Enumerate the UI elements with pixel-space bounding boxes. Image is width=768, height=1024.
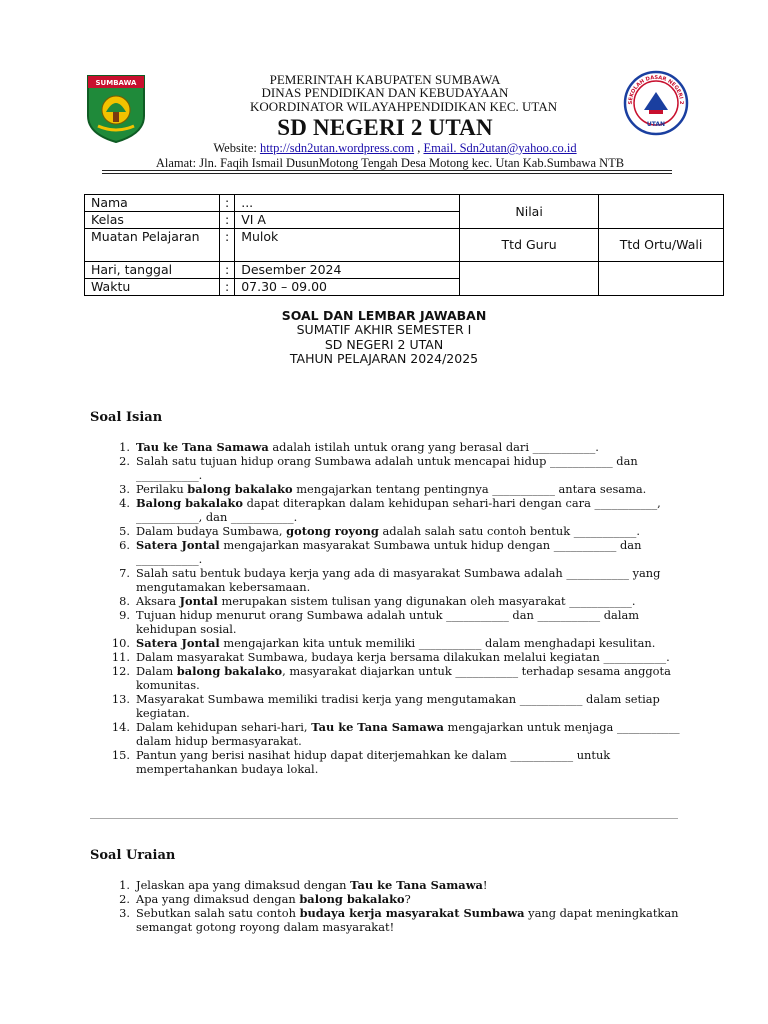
contact-separator: ,: [414, 141, 424, 155]
question-text: , masyarakat diajarkan untuk ___________ terhadap sesama anggota komunitas.: [136, 664, 671, 692]
question-text: Dalam: [136, 664, 177, 678]
isian-question-2: [119, 454, 696, 482]
question-bold-term: Jontal: [179, 594, 218, 608]
uraian-question-list: [119, 878, 696, 934]
question-number: 1.: [119, 878, 130, 892]
isian-question-12: [111, 664, 696, 692]
question-text: adalah istilah untuk orang yang berasal dari ___________.: [268, 440, 599, 454]
isian-question-6: [119, 538, 696, 566]
svg-text:UTAN: UTAN: [646, 121, 666, 128]
address-line: Alamat: Jln. Faqih Ismail DusunMotong Tengah Desa Motong kec. Utan Kab.Sumbawa NTB: [155, 156, 625, 170]
letterhead: [80, 70, 690, 172]
section-heading-isian: Soal Isian: [90, 410, 163, 425]
question-text: dapat diterapkan dalam kehidupan sehari-hari dengan cara ___________, ___________, dan ___________.: [136, 496, 661, 524]
ttd-ortu-header: Ttd Ortu/Wali: [599, 229, 724, 262]
nilai-box[interactable]: [599, 195, 724, 229]
question-text: Dalam budaya Sumbawa,: [136, 524, 287, 538]
isian-question-10: [111, 636, 696, 650]
isian-question-4: [119, 496, 696, 524]
colon: :: [220, 212, 235, 229]
header-rule-thick: [102, 170, 672, 171]
nilai-header: Nilai: [460, 195, 599, 229]
isian-question-15: [111, 748, 696, 776]
uraian-question-1: [119, 878, 696, 892]
label-nama: Nama: [85, 195, 220, 212]
question-bold-term: Satera Jontal: [136, 636, 220, 650]
question-text: Pantun yang berisi nasihat hidup dapat diterjemahkan ke dalam ___________ untuk mempertahankan budaya lokal.: [136, 748, 611, 776]
question-number: 15.: [111, 748, 130, 762]
question-text: yang dapat meningkatkan semangat gotong royong dalam masyarakat!: [136, 906, 679, 934]
isian-question-11: [111, 650, 696, 664]
question-bold-term: Satera Jontal: [136, 538, 220, 552]
question-number: 10.: [111, 636, 130, 650]
government-line: PEMERINTAH KABUPATEN SUMBAWA: [269, 72, 501, 87]
question-text: mengajarkan kita untuk memiliki ___________ dalam menghadapi kesulitan.: [219, 636, 656, 650]
label-kelas: Kelas: [85, 212, 220, 229]
question-text: !: [482, 878, 488, 892]
question-number: 4.: [119, 496, 130, 510]
question-number: 2.: [119, 454, 130, 468]
question-bold-term: balong bakalako: [187, 482, 293, 496]
svg-text:SUMBAWA: SUMBAWA: [95, 79, 137, 87]
doc-school: SD NEGERI 2 UTAN: [324, 337, 444, 352]
colon: :: [220, 195, 235, 212]
colon: :: [220, 262, 235, 279]
isian-question-1: [119, 440, 696, 454]
question-text: Jelaskan apa yang dimaksud dengan: [136, 878, 351, 892]
doc-year: TAHUN PELAJARAN 2024/2025: [289, 351, 479, 366]
website-label: Website:: [213, 141, 260, 155]
section-divider: [90, 818, 678, 819]
ttd-ortu-box[interactable]: [599, 262, 724, 296]
label-muatan: Muatan Pelajaran: [85, 229, 220, 262]
isian-question-3: [119, 482, 696, 496]
isian-question-13: [111, 692, 696, 720]
ttd-guru-box[interactable]: [460, 262, 599, 296]
question-number: 13.: [111, 692, 130, 706]
question-text: Sebutkan salah satu contoh: [136, 906, 300, 920]
question-text: mengajarkan masyarakat Sumbawa untuk hidup dengan ___________ dan ___________.: [136, 538, 642, 566]
question-number: 3.: [119, 906, 130, 920]
value-nama[interactable]: ...: [235, 195, 460, 212]
question-bold-term: balong bakalako: [176, 664, 283, 678]
question-number: 14.: [111, 720, 130, 734]
question-text: Perilaku: [136, 482, 188, 496]
coordinator-line: KOORDINATOR WILAYAHPENDIDIKAN KEC. UTAN: [250, 99, 558, 114]
website-link[interactable]: http://sdn2utan.wordpress.com: [259, 141, 415, 155]
question-number: 5.: [119, 524, 130, 538]
isian-question-14: [111, 720, 696, 748]
question-bold-term: Tau ke Tana Samawa: [136, 440, 269, 454]
question-text: adalah salah satu contoh bentuk ___________.: [378, 524, 640, 538]
doc-subtitle: SUMATIF AKHIR SEMESTER I: [296, 322, 472, 337]
question-number: 6.: [119, 538, 130, 552]
question-number: 7.: [119, 566, 130, 580]
email-link[interactable]: Email. Sdn2utan@yahoo.co.id: [423, 141, 577, 155]
question-text: Dalam kehidupan sehari-hari,: [136, 720, 312, 734]
student-info-table: [84, 194, 724, 296]
question-text: mengajarkan tentang pentingnya ___________ antara sesama.: [292, 482, 647, 496]
isian-question-5: [119, 524, 696, 538]
sumbawa-regency-logo: [84, 72, 148, 144]
question-text: Aksara: [136, 594, 180, 608]
question-text: mengajarkan untuk menjaga ___________ dalam hidup bermasyarakat.: [136, 720, 680, 748]
question-text: merupakan sistem tulisan yang digunakan oleh masyarakat ___________.: [217, 594, 636, 608]
question-number: 11.: [111, 650, 130, 664]
question-number: 12.: [111, 664, 130, 678]
question-text: ?: [404, 892, 411, 906]
isian-question-8: [119, 594, 696, 608]
label-waktu: Waktu: [85, 279, 220, 296]
question-number: 8.: [119, 594, 130, 608]
svg-text:SEKOLAH DASAR NEGERI 2: SEKOLAH DASAR NEGERI 2: [627, 74, 685, 105]
question-bold-term: Balong bakalako: [136, 496, 243, 510]
isian-question-7: [119, 566, 696, 594]
question-number: 3.: [119, 482, 130, 496]
ttd-guru-header: Ttd Guru: [460, 229, 599, 262]
question-text: Salah satu bentuk budaya kerja yang ada di masyarakat Sumbawa adalah ___________ yang mengutamakan kebersamaan.: [136, 566, 661, 594]
question-text: Salah satu tujuan hidup orang Sumbawa adalah untuk mencapai hidup ___________ dan ___________.: [136, 454, 638, 482]
contact-line: [175, 141, 615, 156]
question-bold-term: gotong royong: [286, 524, 379, 538]
school-seal-logo: [623, 70, 689, 136]
question-text: Tujuan hidup menurut orang Sumbawa adalah untuk ___________ dan ___________ dalam kehidupan sosial.: [136, 608, 640, 636]
value-waktu: 07.30 – 09.00: [235, 279, 460, 296]
uraian-question-3: [119, 906, 696, 934]
header-rule-thin: [102, 173, 672, 174]
section-heading-uraian: Soal Uraian: [90, 848, 176, 863]
label-hari: Hari, tanggal: [85, 262, 220, 279]
question-bold-term: Tau ke Tana Samawa: [350, 878, 483, 892]
question-number: 2.: [119, 892, 130, 906]
question-text: Masyarakat Sumbawa memiliki tradisi kerja yang mengutamakan ___________ dalam setiap kegiatan.: [136, 692, 660, 720]
isian-question-list: [111, 440, 696, 776]
isian-question-9: [119, 608, 696, 636]
question-bold-term: Tau ke Tana Samawa: [311, 720, 444, 734]
question-text: Dalam masyarakat Sumbawa, budaya kerja bersama dilakukan melalui kegiatan ___________.: [136, 650, 670, 664]
question-bold-term: budaya kerja masyarakat Sumbawa: [299, 906, 525, 920]
uraian-question-2: [119, 892, 696, 906]
doc-title: SOAL DAN LEMBAR JAWABAN: [281, 308, 487, 323]
question-number: 9.: [119, 608, 130, 622]
colon: :: [220, 279, 235, 296]
question-number: 1.: [119, 440, 130, 454]
value-muatan: Mulok: [235, 229, 460, 262]
value-kelas: VI A: [235, 212, 460, 229]
question-text: Apa yang dimaksud dengan: [136, 892, 300, 906]
department-line: DINAS PENDIDIKAN DAN KEBUDAYAAN: [261, 85, 509, 100]
value-hari: Desember 2024: [235, 262, 460, 279]
school-name: SD NEGERI 2 UTAN: [277, 115, 493, 140]
colon: :: [220, 229, 235, 262]
question-bold-term: balong bakalako: [299, 892, 405, 906]
